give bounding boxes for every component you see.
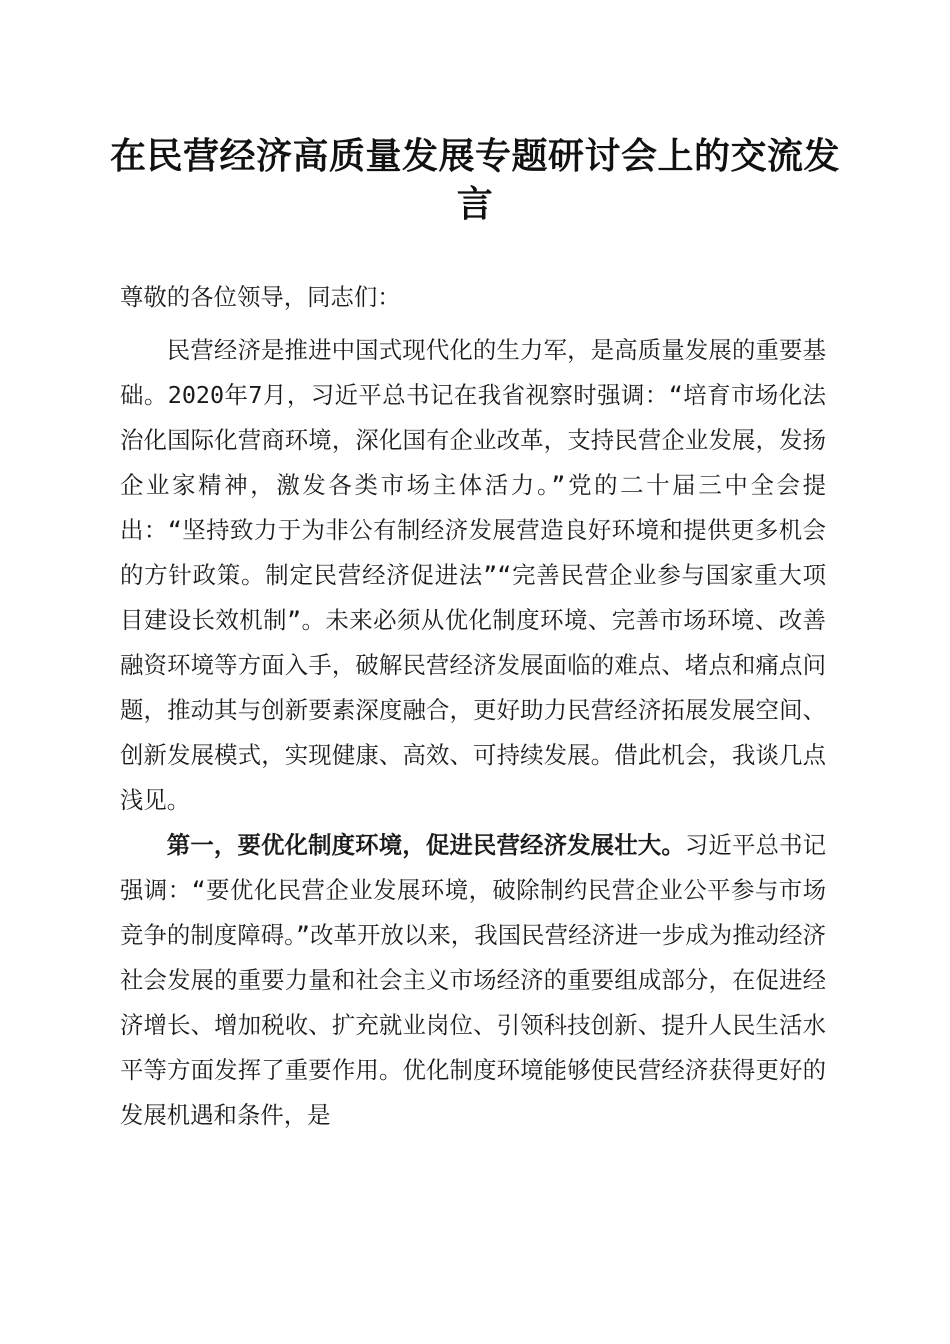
paragraph-1-text: 民营经济是推进中国式现代化的生力军，是高质量发展的重要基础。2020年7月，习近平总书记在我省视察时强调：“培育市场化法治化国际化营商环境，深化国有企业改革，支持民营企业发展，发扬企业家精神，激发各类市场主体活力。”党的二十届三中全会提出：“坚持致力于为非公有制经济发展营造良好环境和提供更多机会的方针政策。制定民营经济促进法”“完善民营企业参与国家重大项目建设长效机制”。未来必须从优化制度环境、完善市场环境、改善融资环境等方面入手，破解民营经济发展面临的难点、堵点和痛点问题，推动其与创新要素深度融合，更好助力民营经济拓展发展空间、创新发展模式，实现健康、高效、可持续发展。借此机会，我谈几点浅见。 bbox=[120, 336, 826, 814]
document-title: 在民营经济高质量发展专题研讨会上的交流发言 bbox=[110, 135, 841, 225]
paragraph-2-text: 习近平总书记强调：“要优化民营企业发展环境，破除制约民营企业公平参与市场竞争的制度障碍。”改革开放以来，我国民营经济进一步成为推动经济社会发展的重要力量和社会主义市场经济的重要组成部分，在促进经济增长、增加税收、扩充就业岗位、引领科技创新、提升人民生活水平等方面发挥了重要作用。优化制度环境能够使民营经济获得更好的发展机遇和条件，是 bbox=[120, 831, 827, 1129]
salutation: 尊敬的各位领导，同志们： bbox=[120, 283, 401, 311]
paragraph-1 bbox=[120, 328, 826, 823]
paragraph-2-heading: 第一，要优化制度环境，促进民营经济发展壮大。 bbox=[166, 831, 685, 859]
paragraph-2 bbox=[120, 823, 826, 1138]
document-body bbox=[120, 283, 826, 1138]
